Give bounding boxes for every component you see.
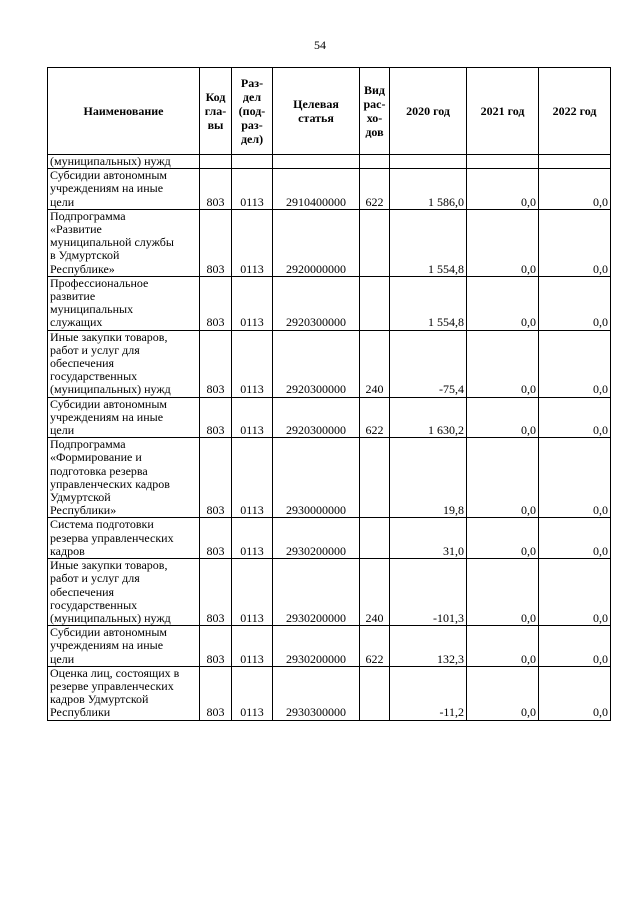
table-row bbox=[48, 626, 611, 667]
cell-celevaya-statya: 2930200000 bbox=[273, 626, 360, 667]
cell-razdel: 0113 bbox=[232, 518, 273, 559]
table-row bbox=[48, 330, 611, 397]
cell-razdel: 0113 bbox=[232, 209, 273, 276]
cell-kod-glavy bbox=[200, 155, 232, 169]
cell-2020: 132,3 bbox=[390, 626, 467, 667]
cell-2022: 0,0 bbox=[539, 397, 611, 438]
cell-2021: 0,0 bbox=[467, 666, 539, 720]
cell-2020: 31,0 bbox=[390, 518, 467, 559]
cell-2022: 0,0 bbox=[539, 559, 611, 626]
table-body bbox=[48, 155, 611, 721]
cell-celevaya-statya: 2920300000 bbox=[273, 276, 360, 330]
table-row bbox=[48, 209, 611, 276]
header-name: Наименование bbox=[48, 68, 200, 155]
cell-name: Система подготовки резерва управленческих кадров bbox=[48, 518, 200, 559]
cell-name: Подпрограмма «Формирование и подготовка резерва управленческих кадров Удмуртской Республики» bbox=[48, 438, 200, 518]
cell-name: Субсидии автономным учреждениям на иные цели bbox=[48, 626, 200, 667]
cell-2022: 0,0 bbox=[539, 666, 611, 720]
table-row bbox=[48, 169, 611, 210]
cell-razdel: 0113 bbox=[232, 438, 273, 518]
table-row bbox=[48, 666, 611, 720]
cell-kod-glavy: 803 bbox=[200, 276, 232, 330]
cell-vid-rashodov bbox=[360, 438, 390, 518]
header-razdel: Раз- дел (под- раз- дел) bbox=[232, 68, 273, 155]
cell-celevaya-statya bbox=[273, 155, 360, 169]
table-row bbox=[48, 559, 611, 626]
cell-vid-rashodov: 622 bbox=[360, 169, 390, 210]
cell-kod-glavy: 803 bbox=[200, 559, 232, 626]
cell-name: Подпрограмма «Развитие муниципальной службы в Удмуртской Республике» bbox=[48, 209, 200, 276]
cell-2020: 1 554,8 bbox=[390, 209, 467, 276]
cell-celevaya-statya: 2930300000 bbox=[273, 666, 360, 720]
table-header-row bbox=[48, 68, 611, 155]
cell-vid-rashodov: 622 bbox=[360, 397, 390, 438]
cell-2022: 0,0 bbox=[539, 518, 611, 559]
header-2021: 2021 год bbox=[467, 68, 539, 155]
table-row bbox=[48, 276, 611, 330]
cell-2020: 1 630,2 bbox=[390, 397, 467, 438]
cell-2020: -11,2 bbox=[390, 666, 467, 720]
cell-vid-rashodov: 622 bbox=[360, 626, 390, 667]
page-number: 54 bbox=[314, 38, 326, 52]
cell-2021: 0,0 bbox=[467, 626, 539, 667]
cell-vid-rashodov bbox=[360, 666, 390, 720]
cell-razdel: 0113 bbox=[232, 330, 273, 397]
cell-name: Субсидии автономным учреждениям на иные цели bbox=[48, 169, 200, 210]
cell-vid-rashodov bbox=[360, 276, 390, 330]
cell-name: Профессиональное развитие муниципальных служащих bbox=[48, 276, 200, 330]
cell-razdel: 0113 bbox=[232, 169, 273, 210]
cell-2021: 0,0 bbox=[467, 169, 539, 210]
cell-kod-glavy: 803 bbox=[200, 626, 232, 667]
cell-2021: 0,0 bbox=[467, 518, 539, 559]
cell-2020 bbox=[390, 155, 467, 169]
cell-vid-rashodov bbox=[360, 518, 390, 559]
cell-kod-glavy: 803 bbox=[200, 397, 232, 438]
cell-2021: 0,0 bbox=[467, 209, 539, 276]
cell-vid-rashodov: 240 bbox=[360, 559, 390, 626]
cell-vid-rashodov bbox=[360, 155, 390, 169]
cell-razdel: 0113 bbox=[232, 559, 273, 626]
table-row bbox=[48, 518, 611, 559]
cell-kod-glavy: 803 bbox=[200, 330, 232, 397]
cell-name: Иные закупки товаров, работ и услуг для обеспечения государственных (муниципальных) нужд bbox=[48, 330, 200, 397]
cell-2020: -75,4 bbox=[390, 330, 467, 397]
cell-2021: 0,0 bbox=[467, 330, 539, 397]
cell-2020: 19,8 bbox=[390, 438, 467, 518]
table-row bbox=[48, 438, 611, 518]
cell-kod-glavy: 803 bbox=[200, 666, 232, 720]
cell-kod-glavy: 803 bbox=[200, 438, 232, 518]
header-2022: 2022 год bbox=[539, 68, 611, 155]
cell-celevaya-statya: 2920300000 bbox=[273, 330, 360, 397]
cell-celevaya-statya: 2920300000 bbox=[273, 397, 360, 438]
cell-2022: 0,0 bbox=[539, 330, 611, 397]
cell-name: Иные закупки товаров, работ и услуг для обеспечения государственных (муниципальных) нужд bbox=[48, 559, 200, 626]
cell-kod-glavy: 803 bbox=[200, 169, 232, 210]
table-row bbox=[48, 397, 611, 438]
header-2020: 2020 год bbox=[390, 68, 467, 155]
cell-2022: 0,0 bbox=[539, 626, 611, 667]
cell-razdel bbox=[232, 155, 273, 169]
cell-2022: 0,0 bbox=[539, 169, 611, 210]
cell-name: Субсидии автономным учреждениям на иные цели bbox=[48, 397, 200, 438]
cell-celevaya-statya: 2930200000 bbox=[273, 518, 360, 559]
budget-table bbox=[47, 67, 611, 721]
cell-2020: -101,3 bbox=[390, 559, 467, 626]
cell-vid-rashodov: 240 bbox=[360, 330, 390, 397]
cell-celevaya-statya: 2920000000 bbox=[273, 209, 360, 276]
cell-2022: 0,0 bbox=[539, 276, 611, 330]
cell-razdel: 0113 bbox=[232, 666, 273, 720]
cell-kod-glavy: 803 bbox=[200, 518, 232, 559]
cell-celevaya-statya: 2910400000 bbox=[273, 169, 360, 210]
cell-2022 bbox=[539, 155, 611, 169]
cell-celevaya-statya: 2930000000 bbox=[273, 438, 360, 518]
cell-vid-rashodov bbox=[360, 209, 390, 276]
cell-razdel: 0113 bbox=[232, 626, 273, 667]
cell-2021: 0,0 bbox=[467, 559, 539, 626]
cell-2021 bbox=[467, 155, 539, 169]
cell-kod-glavy: 803 bbox=[200, 209, 232, 276]
cell-2020: 1 554,8 bbox=[390, 276, 467, 330]
cell-2020: 1 586,0 bbox=[390, 169, 467, 210]
cell-razdel: 0113 bbox=[232, 397, 273, 438]
cell-celevaya-statya: 2930200000 bbox=[273, 559, 360, 626]
cell-razdel: 0113 bbox=[232, 276, 273, 330]
cell-2021: 0,0 bbox=[467, 276, 539, 330]
cell-name: Оценка лиц, состоящих в резерве управленческих кадров Удмуртской Республики bbox=[48, 666, 200, 720]
cell-2022: 0,0 bbox=[539, 209, 611, 276]
cell-2022: 0,0 bbox=[539, 438, 611, 518]
header-vid-rashodov: Вид рас- хо- дов bbox=[360, 68, 390, 155]
cell-name: (муниципальных) нужд bbox=[48, 155, 200, 169]
header-celevaya-statya: Целевая статья bbox=[273, 68, 360, 155]
table-row bbox=[48, 155, 611, 169]
cell-2021: 0,0 bbox=[467, 397, 539, 438]
cell-2021: 0,0 bbox=[467, 438, 539, 518]
header-kod-glavy: Код гла- вы bbox=[200, 68, 232, 155]
